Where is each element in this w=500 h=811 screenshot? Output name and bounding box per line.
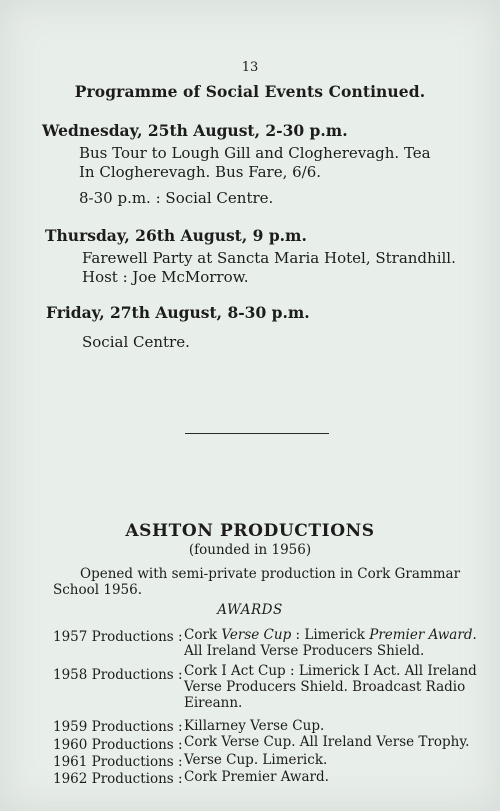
event-day: Thursday, 26th August, 9 p.m. [45,226,307,245]
award-year-label: 1959 Productions : [53,719,183,735]
event-line: Farewell Party at Sancta Maria Hotel, Strandhill. [82,249,456,267]
event-day: Wednesday, 25th August, 2-30 p.m. [42,121,348,140]
awards-heading: AWARDS [217,602,283,618]
event-line: Host : Joe McMorrow. [82,268,249,286]
event-line: Social Centre. [82,333,190,351]
award-year-label: 1962 Productions : [53,771,183,787]
award-text: Verse Cup. Limerick. [184,752,328,768]
event-day: Friday, 27th August, 8-30 p.m. [46,303,310,322]
award-year-label: 1957 Productions : [53,629,183,645]
intro-text: Opened with semi-private production in Cork Grammar [80,566,461,582]
page-heading: Programme of Social Events Continued. [74,82,426,101]
event-line: Bus Tour to Lough Gill and Clogherevagh. Tea [79,144,431,162]
page-number: 13 [241,60,259,75]
award-text: Cork Verse Cup : Limerick Premier Award. [184,627,477,643]
divider-rule [185,433,329,434]
award-text: Cork Premier Award. [184,769,329,785]
intro-text: School 1956. [53,582,143,598]
event-line: 8-30 p.m. : Social Centre. [79,189,274,207]
award-year-label: 1960 Productions : [53,737,183,753]
award-text: Cork I Act Cup : Limerick I Act. All Ireland [184,663,477,679]
award-text: Killarney Verse Cup. [184,718,325,734]
award-year-label: 1961 Productions : [53,754,183,770]
section-subtitle: (founded in 1956) [188,542,312,558]
event-line: In Clogherevagh. Bus Fare, 6/6. [79,163,322,181]
section-title: ASHTON PRODUCTIONS [125,521,375,541]
award-text: All Ireland Verse Producers Shield. [184,643,425,659]
award-text: Cork Verse Cup. All Ireland Verse Trophy. [184,734,470,750]
award-year-label: 1958 Productions : [53,667,183,683]
award-text: Verse Producers Shield. Broadcast Radio [184,679,466,695]
award-text: Eireann. [184,695,243,711]
